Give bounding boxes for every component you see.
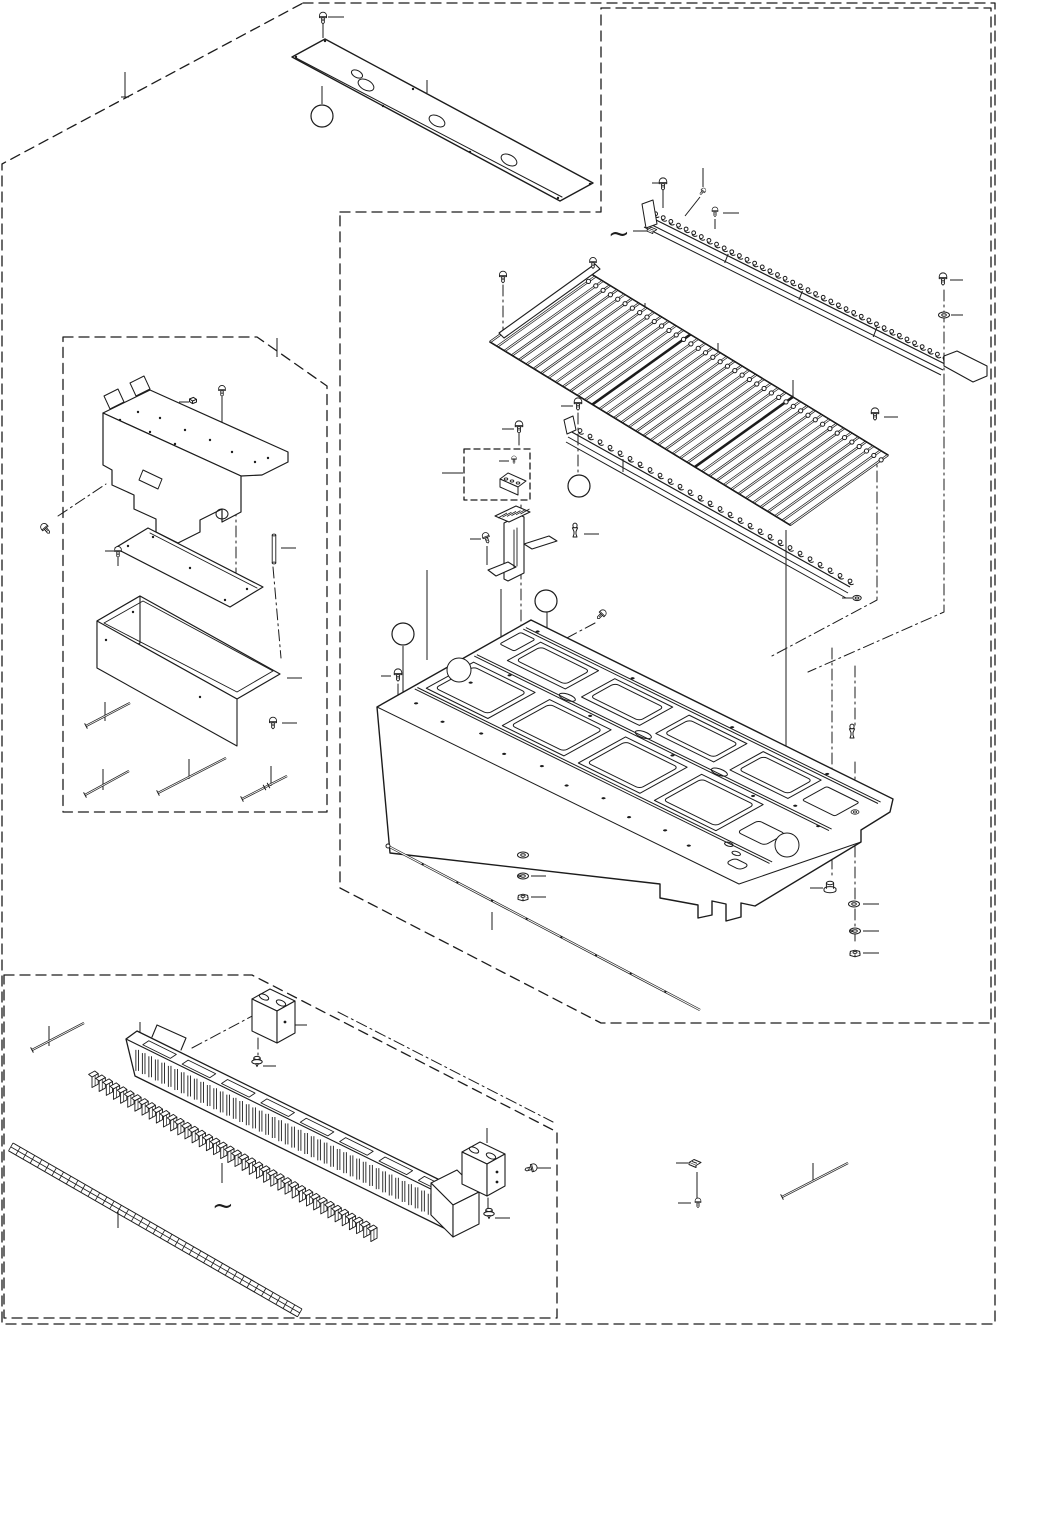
screw-fastener: [712, 207, 718, 217]
rod-bottom-right: [781, 1163, 848, 1200]
screw-fastener: [871, 408, 879, 420]
screw-fastener: [698, 187, 706, 196]
flange-nut-fastener: [824, 881, 836, 893]
screw-fastener: [39, 522, 52, 536]
spacer-block: [500, 473, 526, 495]
c-washer-fastener: [518, 873, 529, 879]
screw-fastener: [481, 532, 491, 545]
screw-fastener: [659, 178, 667, 190]
screw-fastener: [319, 12, 326, 24]
screw-fastener: [939, 273, 947, 285]
screw-fastener: [695, 1198, 701, 1208]
flat-plate: [115, 528, 263, 607]
break-symbol: ~: [212, 1191, 234, 1221]
washer-fastener: [518, 852, 529, 858]
keybed-chassis: [377, 620, 893, 921]
screw-fastener: [595, 608, 608, 621]
c-washer-fastener: [850, 928, 861, 934]
top-cover-panel: [292, 39, 593, 201]
hex-nut-fastener: [850, 950, 860, 957]
screw-fastener: [394, 669, 402, 681]
screw-fastener: [574, 398, 582, 410]
clip-fastener: [689, 1160, 701, 1168]
bracket-u-left: [252, 989, 295, 1043]
square-nut-fastener: [190, 397, 197, 403]
screw-fastener: [115, 546, 122, 557]
rod-bottom-left: [31, 1023, 84, 1053]
washer-fastener: [939, 312, 950, 318]
key-assembly: [490, 264, 888, 525]
screw-fastener: [219, 385, 226, 396]
pin-fastener: [272, 534, 276, 564]
screw-fastener: [524, 1163, 538, 1173]
screw-fastener: [499, 271, 506, 283]
hex-nut-fastener: [518, 894, 528, 901]
screw-fastener: [515, 421, 523, 433]
small-part-boundary: [464, 449, 530, 500]
break-symbol: ~: [608, 219, 630, 249]
push-pin-fastener: [572, 523, 577, 537]
screw-fastener: [512, 456, 517, 464]
washer-fastener: [849, 901, 860, 907]
flange-screw-fastener: [484, 1208, 494, 1218]
rod-left-box-2: [84, 771, 129, 798]
open-tray-box: [97, 596, 280, 746]
rod-left-box-1: [85, 703, 130, 729]
push-pin-fastener: [849, 724, 854, 738]
flange-screw-fastener: [252, 1056, 262, 1066]
rod-left-box-3: [157, 758, 226, 796]
grommet-fastener: [851, 810, 859, 814]
support-stand-bracket: [488, 506, 557, 581]
oval-ring-fastener: [853, 595, 861, 600]
screw-fastener: [269, 717, 276, 729]
rod-left-box-4: [241, 776, 287, 802]
